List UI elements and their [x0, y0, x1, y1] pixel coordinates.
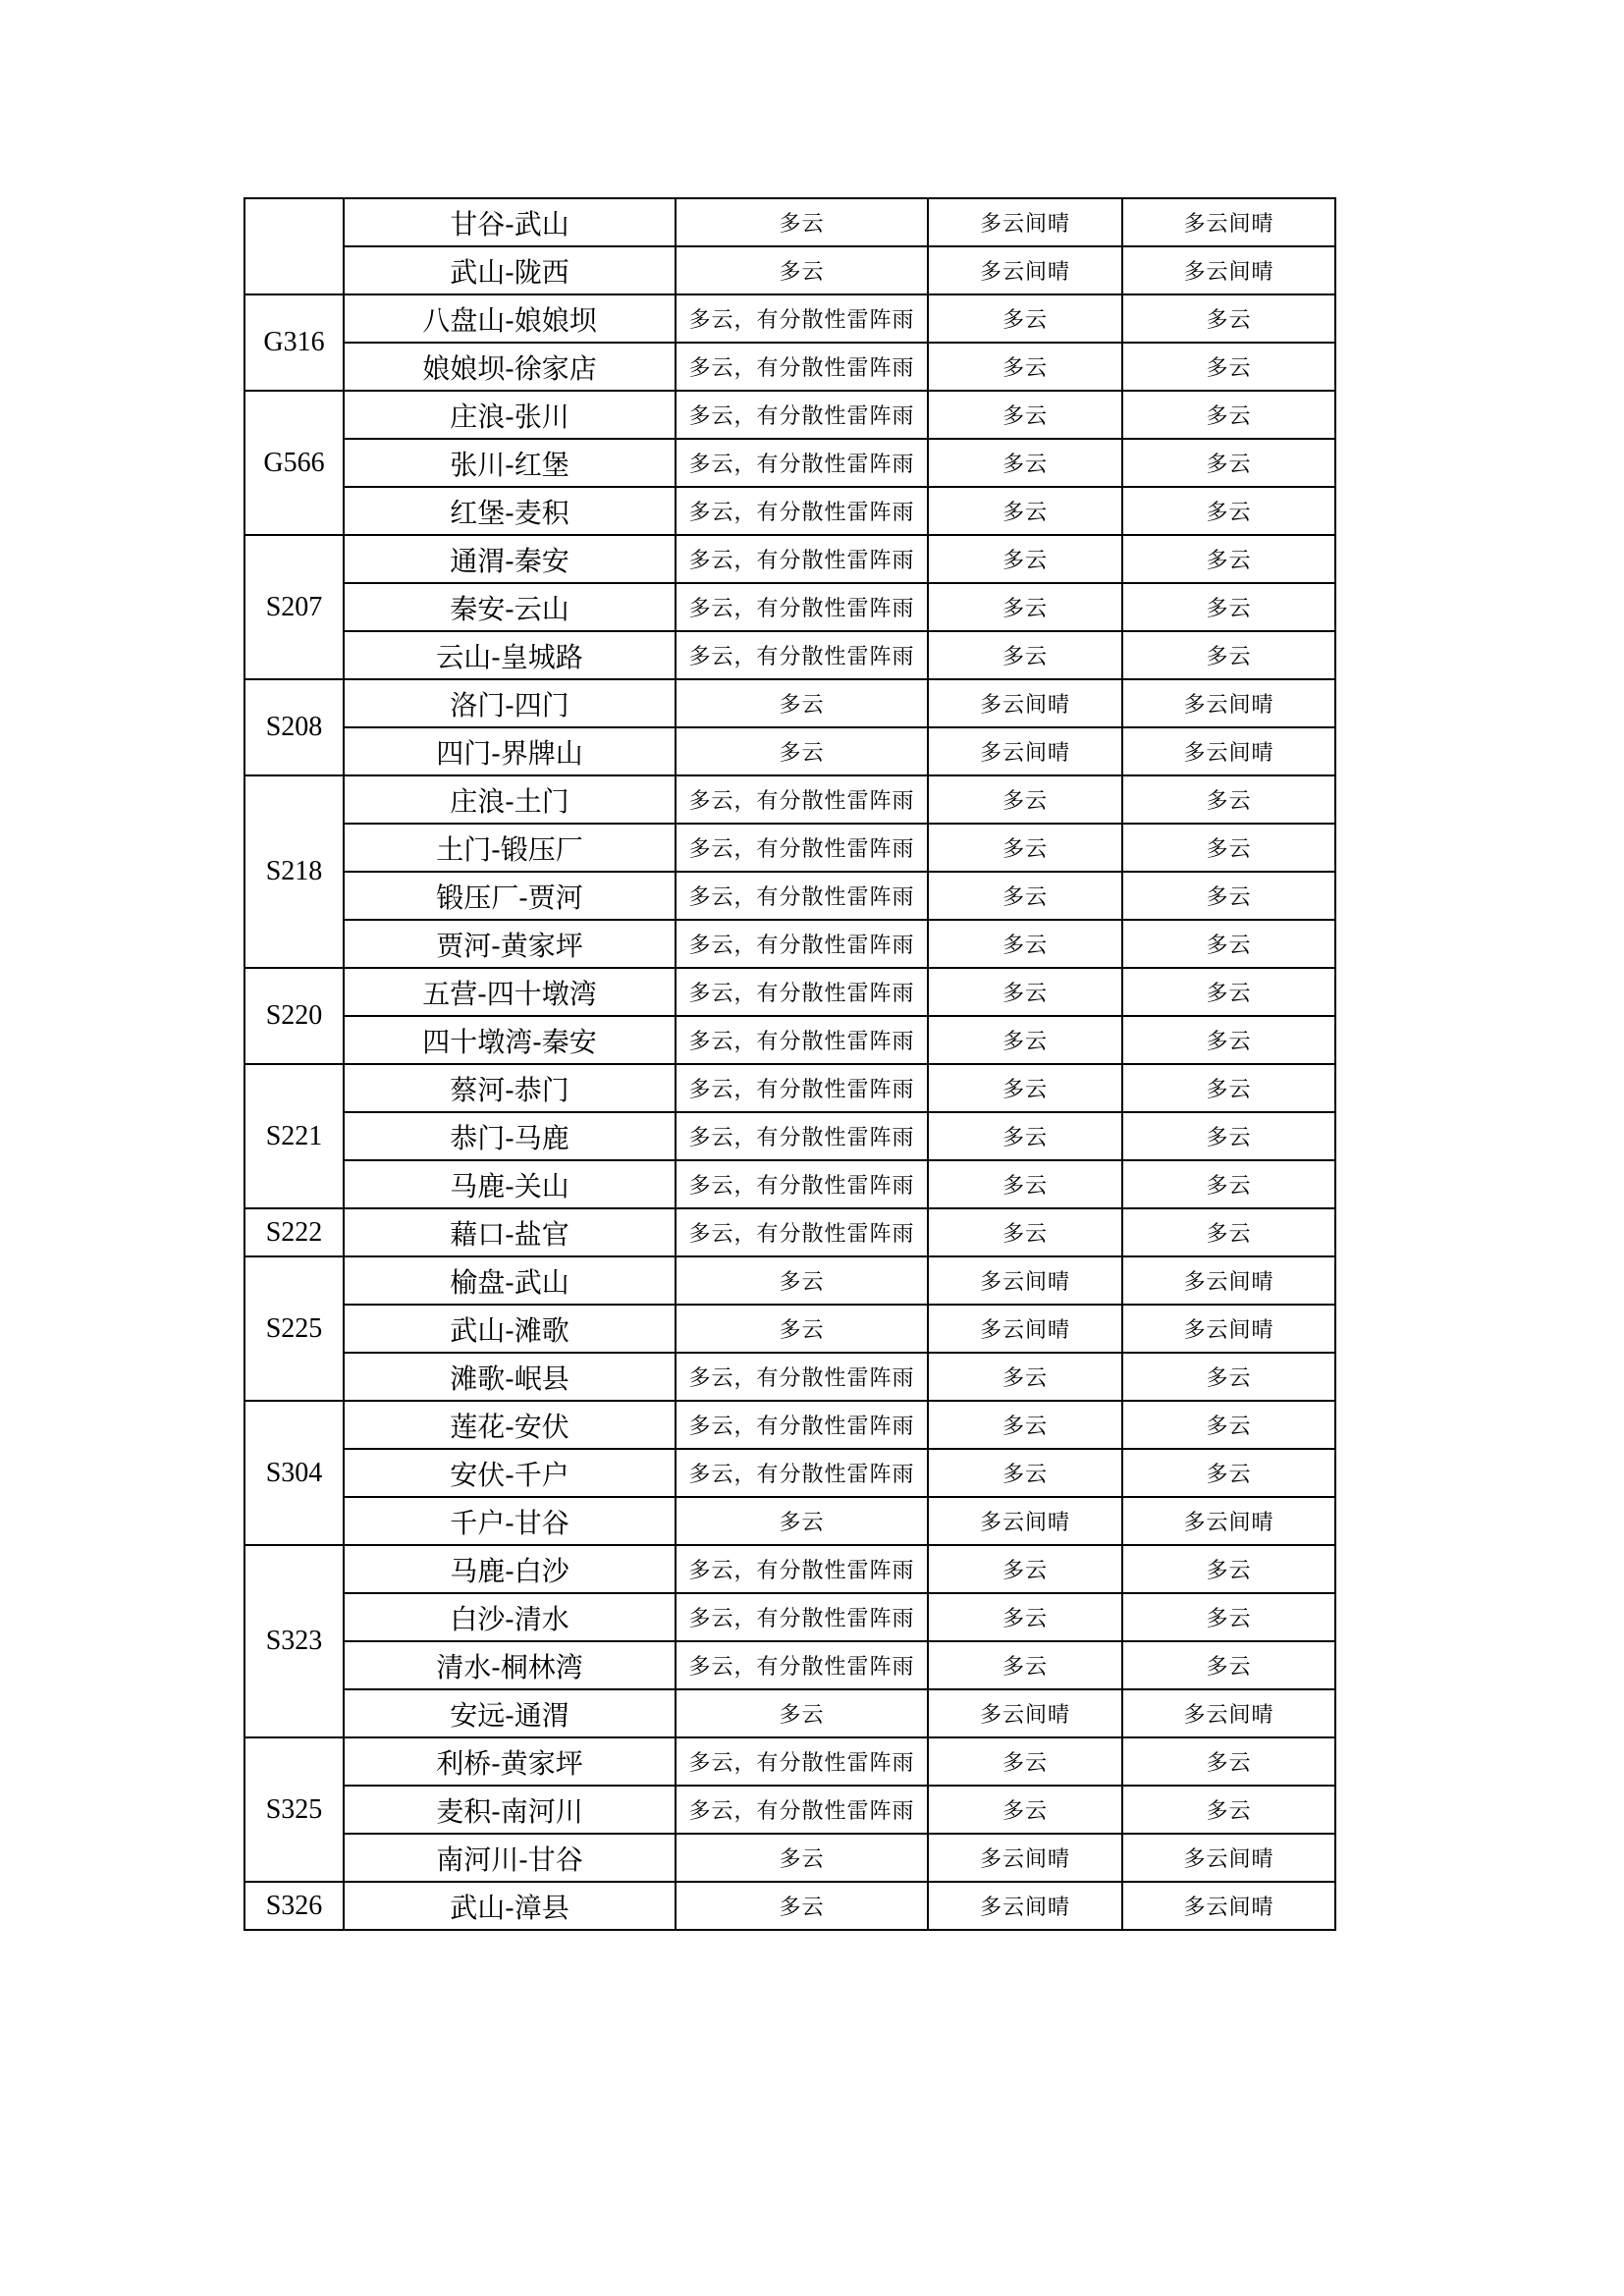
- weather-day1-cell: 多云，有分散性雷阵雨: [676, 1401, 928, 1449]
- weather-day1-cell: 多云，有分散性雷阵雨: [676, 1112, 928, 1160]
- weather-day2-cell: 多云: [928, 1064, 1122, 1112]
- table-row: [244, 824, 1335, 872]
- segment-cell: 榆盘-武山: [344, 1256, 676, 1305]
- weather-day3-cell: 多云: [1122, 1449, 1335, 1497]
- segment-cell: 武山-漳县: [344, 1882, 676, 1930]
- table-row: [244, 1112, 1335, 1160]
- segment-cell: 张川-红堡: [344, 439, 676, 487]
- weather-day3-cell: 多云: [1122, 535, 1335, 583]
- weather-day1-cell: 多云，有分散性雷阵雨: [676, 775, 928, 824]
- segment-cell: 白沙-清水: [344, 1593, 676, 1641]
- segment-cell: 贾河-黄家坪: [344, 920, 676, 968]
- weather-day3-cell: 多云: [1122, 1353, 1335, 1401]
- road-code-cell: S221: [244, 1064, 344, 1208]
- segment-cell: 千户-甘谷: [344, 1497, 676, 1545]
- segment-cell: 云山-皇城路: [344, 631, 676, 679]
- table-row: [244, 583, 1335, 631]
- weather-day2-cell: 多云: [928, 1641, 1122, 1689]
- table-row: [244, 1497, 1335, 1545]
- weather-day1-cell: 多云: [676, 1689, 928, 1737]
- weather-day2-cell: 多云: [928, 535, 1122, 583]
- segment-cell: 四十墩湾-秦安: [344, 1016, 676, 1064]
- weather-day2-cell: 多云: [928, 775, 1122, 824]
- segment-cell: 庄浪-土门: [344, 775, 676, 824]
- weather-day1-cell: 多云，有分散性雷阵雨: [676, 487, 928, 535]
- weather-day2-cell: 多云间晴: [928, 1305, 1122, 1353]
- segment-cell: 通渭-秦安: [344, 535, 676, 583]
- weather-day3-cell: 多云: [1122, 343, 1335, 391]
- weather-day1-cell: 多云，有分散性雷阵雨: [676, 1786, 928, 1834]
- segment-cell: 五营-四十墩湾: [344, 968, 676, 1016]
- table-row: [244, 1593, 1335, 1641]
- road-code-cell: S208: [244, 679, 344, 775]
- weather-day3-cell: 多云间晴: [1122, 1256, 1335, 1305]
- weather-day2-cell: 多云: [928, 1112, 1122, 1160]
- table-row: [244, 775, 1335, 824]
- table-row: [244, 1882, 1335, 1930]
- weather-day2-cell: 多云间晴: [928, 1689, 1122, 1737]
- weather-day1-cell: 多云，有分散性雷阵雨: [676, 535, 928, 583]
- weather-day3-cell: 多云: [1122, 872, 1335, 920]
- table-row: [244, 1834, 1335, 1882]
- weather-day2-cell: 多云: [928, 920, 1122, 968]
- weather-day1-cell: 多云，有分散性雷阵雨: [676, 391, 928, 439]
- weather-day1-cell: 多云，有分散性雷阵雨: [676, 1737, 928, 1786]
- road-code-cell: G566: [244, 391, 344, 535]
- table-row: [244, 294, 1335, 343]
- weather-day1-cell: 多云: [676, 1305, 928, 1353]
- table-row: [244, 1256, 1335, 1305]
- weather-day1-cell: 多云，有分散性雷阵雨: [676, 1641, 928, 1689]
- weather-day3-cell: 多云间晴: [1122, 1497, 1335, 1545]
- table-row: [244, 631, 1335, 679]
- segment-cell: 麦积-南河川: [344, 1786, 676, 1834]
- weather-day3-cell: 多云间晴: [1122, 1882, 1335, 1930]
- weather-day2-cell: 多云间晴: [928, 727, 1122, 775]
- weather-day2-cell: 多云: [928, 1401, 1122, 1449]
- weather-day3-cell: 多云: [1122, 1641, 1335, 1689]
- weather-day1-cell: 多云: [676, 1834, 928, 1882]
- weather-day2-cell: 多云: [928, 343, 1122, 391]
- weather-day3-cell: 多云: [1122, 920, 1335, 968]
- weather-day1-cell: 多云，有分散性雷阵雨: [676, 1064, 928, 1112]
- weather-day3-cell: 多云间晴: [1122, 727, 1335, 775]
- table-row: [244, 487, 1335, 535]
- segment-cell: 庄浪-张川: [344, 391, 676, 439]
- table-row: [244, 246, 1335, 294]
- table-row: [244, 727, 1335, 775]
- weather-day2-cell: 多云: [928, 968, 1122, 1016]
- weather-day1-cell: 多云: [676, 1882, 928, 1930]
- weather-day2-cell: 多云: [928, 1593, 1122, 1641]
- weather-day2-cell: 多云: [928, 391, 1122, 439]
- weather-day1-cell: 多云，有分散性雷阵雨: [676, 294, 928, 343]
- weather-day3-cell: 多云: [1122, 1016, 1335, 1064]
- table-row: [244, 1786, 1335, 1834]
- weather-day1-cell: 多云，有分散性雷阵雨: [676, 1016, 928, 1064]
- weather-day2-cell: 多云: [928, 631, 1122, 679]
- weather-day3-cell: 多云: [1122, 1160, 1335, 1208]
- weather-day1-cell: 多云: [676, 679, 928, 727]
- segment-cell: 八盘山-娘娘坝: [344, 294, 676, 343]
- weather-day2-cell: 多云: [928, 439, 1122, 487]
- weather-day1-cell: 多云，有分散性雷阵雨: [676, 1545, 928, 1593]
- table-row: [244, 391, 1335, 439]
- weather-day1-cell: 多云，有分散性雷阵雨: [676, 1593, 928, 1641]
- segment-cell: 安远-通渭: [344, 1689, 676, 1737]
- weather-day1-cell: 多云，有分散性雷阵雨: [676, 583, 928, 631]
- weather-day3-cell: 多云: [1122, 968, 1335, 1016]
- table-row: [244, 679, 1335, 727]
- road-code-cell: S326: [244, 1882, 344, 1930]
- weather-day2-cell: 多云间晴: [928, 679, 1122, 727]
- weather-day3-cell: 多云间晴: [1122, 246, 1335, 294]
- table-row: [244, 1353, 1335, 1401]
- weather-day3-cell: 多云: [1122, 583, 1335, 631]
- table-row: [244, 1016, 1335, 1064]
- weather-day2-cell: 多云: [928, 1016, 1122, 1064]
- weather-day1-cell: 多云，有分散性雷阵雨: [676, 968, 928, 1016]
- segment-cell: 恭门-马鹿: [344, 1112, 676, 1160]
- weather-day2-cell: 多云: [928, 487, 1122, 535]
- weather-day2-cell: 多云: [928, 1449, 1122, 1497]
- road-code-cell: S207: [244, 535, 344, 679]
- weather-day3-cell: 多云: [1122, 1786, 1335, 1834]
- weather-day1-cell: 多云，有分散性雷阵雨: [676, 631, 928, 679]
- segment-cell: 莲花-安伏: [344, 1401, 676, 1449]
- table-row: [244, 439, 1335, 487]
- weather-day1-cell: 多云: [676, 198, 928, 246]
- segment-cell: 锻压厂-贾河: [344, 872, 676, 920]
- weather-day1-cell: 多云，有分散性雷阵雨: [676, 920, 928, 968]
- weather-day3-cell: 多云间晴: [1122, 1305, 1335, 1353]
- table-row: [244, 1160, 1335, 1208]
- weather-day2-cell: 多云: [928, 1208, 1122, 1256]
- weather-day1-cell: 多云，有分散性雷阵雨: [676, 824, 928, 872]
- segment-cell: 武山-陇西: [344, 246, 676, 294]
- weather-day2-cell: 多云: [928, 583, 1122, 631]
- segment-cell: 红堡-麦积: [344, 487, 676, 535]
- weather-day1-cell: 多云，有分散性雷阵雨: [676, 1449, 928, 1497]
- weather-day1-cell: 多云，有分散性雷阵雨: [676, 872, 928, 920]
- weather-day2-cell: 多云: [928, 1545, 1122, 1593]
- table-row: [244, 1401, 1335, 1449]
- weather-day1-cell: 多云: [676, 727, 928, 775]
- table-row: [244, 1449, 1335, 1497]
- weather-day2-cell: 多云间晴: [928, 198, 1122, 246]
- weather-day3-cell: 多云间晴: [1122, 1834, 1335, 1882]
- weather-day3-cell: 多云: [1122, 487, 1335, 535]
- segment-cell: 土门-锻压厂: [344, 824, 676, 872]
- weather-day3-cell: 多云: [1122, 1593, 1335, 1641]
- segment-cell: 藉口-盐官: [344, 1208, 676, 1256]
- weather-day3-cell: 多云: [1122, 439, 1335, 487]
- table-row: [244, 343, 1335, 391]
- weather-day1-cell: 多云: [676, 246, 928, 294]
- segment-cell: 利桥-黄家坪: [344, 1737, 676, 1786]
- weather-day3-cell: 多云: [1122, 294, 1335, 343]
- weather-day1-cell: 多云: [676, 1256, 928, 1305]
- weather-day3-cell: 多云: [1122, 631, 1335, 679]
- weather-day2-cell: 多云: [928, 294, 1122, 343]
- table-row: [244, 198, 1335, 246]
- weather-day2-cell: 多云间晴: [928, 1882, 1122, 1930]
- table-row: [244, 1208, 1335, 1256]
- weather-day2-cell: 多云: [928, 1737, 1122, 1786]
- weather-day3-cell: 多云: [1122, 1112, 1335, 1160]
- segment-cell: 蔡河-恭门: [344, 1064, 676, 1112]
- weather-day2-cell: 多云: [928, 1786, 1122, 1834]
- weather-day1-cell: 多云，有分散性雷阵雨: [676, 1353, 928, 1401]
- weather-day3-cell: 多云: [1122, 1208, 1335, 1256]
- table-row: [244, 920, 1335, 968]
- weather-day3-cell: 多云间晴: [1122, 1689, 1335, 1737]
- weather-day3-cell: 多云: [1122, 824, 1335, 872]
- road-code-cell: S323: [244, 1545, 344, 1737]
- weather-day2-cell: 多云间晴: [928, 1834, 1122, 1882]
- table-row: [244, 968, 1335, 1016]
- segment-cell: 武山-滩歌: [344, 1305, 676, 1353]
- segment-cell: 秦安-云山: [344, 583, 676, 631]
- segment-cell: 安伏-千户: [344, 1449, 676, 1497]
- road-code-cell: G316: [244, 294, 344, 391]
- segment-cell: 清水-桐林湾: [344, 1641, 676, 1689]
- segment-cell: 马鹿-关山: [344, 1160, 676, 1208]
- table-row: [244, 1305, 1335, 1353]
- weather-day2-cell: 多云: [928, 824, 1122, 872]
- weather-day2-cell: 多云间晴: [928, 1497, 1122, 1545]
- weather-day1-cell: 多云，有分散性雷阵雨: [676, 439, 928, 487]
- weather-day2-cell: 多云: [928, 1353, 1122, 1401]
- weather-day1-cell: 多云，有分散性雷阵雨: [676, 343, 928, 391]
- road-code-cell: [244, 198, 344, 294]
- weather-day3-cell: 多云: [1122, 1064, 1335, 1112]
- road-code-cell: S304: [244, 1401, 344, 1545]
- weather-day1-cell: 多云，有分散性雷阵雨: [676, 1160, 928, 1208]
- road-code-cell: S218: [244, 775, 344, 968]
- weather-day3-cell: 多云间晴: [1122, 679, 1335, 727]
- table-row: [244, 872, 1335, 920]
- weather-day2-cell: 多云: [928, 1160, 1122, 1208]
- weather-day1-cell: 多云: [676, 1497, 928, 1545]
- table-row: [244, 1064, 1335, 1112]
- segment-cell: 四门-界牌山: [344, 727, 676, 775]
- table-row: [244, 535, 1335, 583]
- weather-day3-cell: 多云: [1122, 1737, 1335, 1786]
- road-code-cell: S220: [244, 968, 344, 1064]
- segment-cell: 洛门-四门: [344, 679, 676, 727]
- segment-cell: 滩歌-岷县: [344, 1353, 676, 1401]
- road-code-cell: S222: [244, 1208, 344, 1256]
- weather-day2-cell: 多云间晴: [928, 246, 1122, 294]
- road-code-cell: S325: [244, 1737, 344, 1882]
- table-row: [244, 1737, 1335, 1786]
- weather-day2-cell: 多云: [928, 872, 1122, 920]
- weather-day3-cell: 多云: [1122, 391, 1335, 439]
- table-row: [244, 1641, 1335, 1689]
- table-row: [244, 1545, 1335, 1593]
- road-code-cell: S225: [244, 1256, 344, 1401]
- segment-cell: 娘娘坝-徐家店: [344, 343, 676, 391]
- segment-cell: 马鹿-白沙: [344, 1545, 676, 1593]
- weather-day2-cell: 多云间晴: [928, 1256, 1122, 1305]
- weather-day1-cell: 多云，有分散性雷阵雨: [676, 1208, 928, 1256]
- weather-day3-cell: 多云间晴: [1122, 198, 1335, 246]
- segment-cell: 南河川-甘谷: [344, 1834, 676, 1882]
- weather-day3-cell: 多云: [1122, 775, 1335, 824]
- weather-day3-cell: 多云: [1122, 1401, 1335, 1449]
- road-weather-table: [244, 197, 1336, 1931]
- road-weather-table-body: [244, 198, 1335, 1930]
- segment-cell: 甘谷-武山: [344, 198, 676, 246]
- table-row: [244, 1689, 1335, 1737]
- weather-day3-cell: 多云: [1122, 1545, 1335, 1593]
